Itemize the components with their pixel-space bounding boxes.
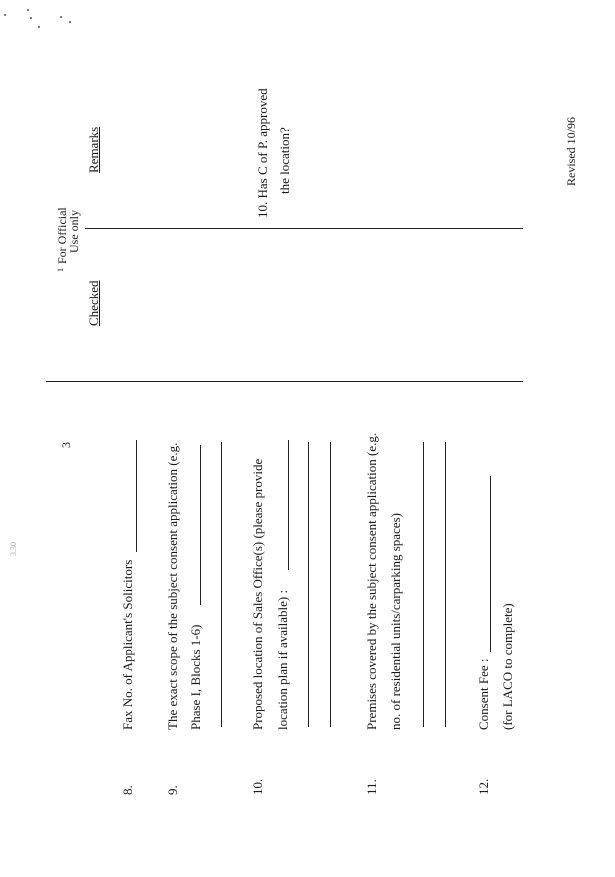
item-10-number: 10.: [250, 778, 265, 795]
item-9-label-line1: The exact scope of the subject consent application (e.g.: [165, 442, 180, 730]
official-use-header-rule: [85, 228, 523, 229]
item-12-fee-line[interactable]: [490, 476, 491, 652]
revision-note: Revised 10/96: [564, 117, 578, 186]
scan-speck: [27, 9, 29, 11]
page-number: 3: [59, 442, 73, 448]
item-11-number: 11.: [364, 779, 379, 795]
scan-mark: 3.30: [9, 542, 18, 556]
scan-speck: [69, 21, 71, 23]
item-11-answer-line-2[interactable]: [445, 442, 446, 727]
scan-speck: [4, 14, 6, 16]
item-11-label-line1: Premises covered by the subject consent application (e.g.: [364, 432, 379, 730]
item-10-answer-line-2[interactable]: [308, 442, 309, 727]
item-10-label-line1: Proposed location of Sales Office(s) (please provide: [250, 458, 265, 730]
item-11-label-line2: no. of residential units/carparking spaces): [388, 513, 403, 730]
item-8-answer-line[interactable]: [136, 440, 137, 552]
item-12-number: 12.: [476, 778, 491, 795]
checked-column-header: Checked: [86, 280, 101, 326]
item-10-label-line2: location plan if available) :: [275, 589, 290, 730]
item-8-number: 8.: [120, 785, 135, 795]
item-8-label: Fax No. of Applicant's Solicitors: [120, 559, 135, 730]
item-10-answer-line-3[interactable]: [330, 442, 331, 727]
official-use-header-line1: For Official: [55, 207, 69, 264]
official-use-divider: [46, 381, 523, 382]
official-use-header-line2: Use only: [67, 210, 81, 253]
item-10-answer-line-1[interactable]: [288, 440, 289, 570]
remark-item-10-line2: the location?: [277, 127, 292, 194]
scan-speck: [30, 17, 32, 19]
item-9-number: 9.: [165, 785, 180, 795]
remarks-column-header: Remarks: [86, 126, 101, 173]
scan-speck: [38, 26, 40, 28]
official-use-footnote-marker: 1: [56, 268, 65, 272]
item-9-label-line2: Phase I, Blocks 1-6): [188, 624, 203, 730]
item-12-label-line2: (for LACO to complete): [500, 603, 515, 730]
scan-speck: [60, 16, 62, 18]
item-9-answer-line-2[interactable]: [221, 442, 222, 727]
item-11-answer-line-1[interactable]: [423, 442, 424, 727]
remark-item-10-line1: 10. Has C of P. approved: [255, 88, 270, 218]
item-9-answer-line-1[interactable]: [200, 445, 201, 605]
item-12-label-line1: Consent Fee :: [476, 658, 491, 730]
